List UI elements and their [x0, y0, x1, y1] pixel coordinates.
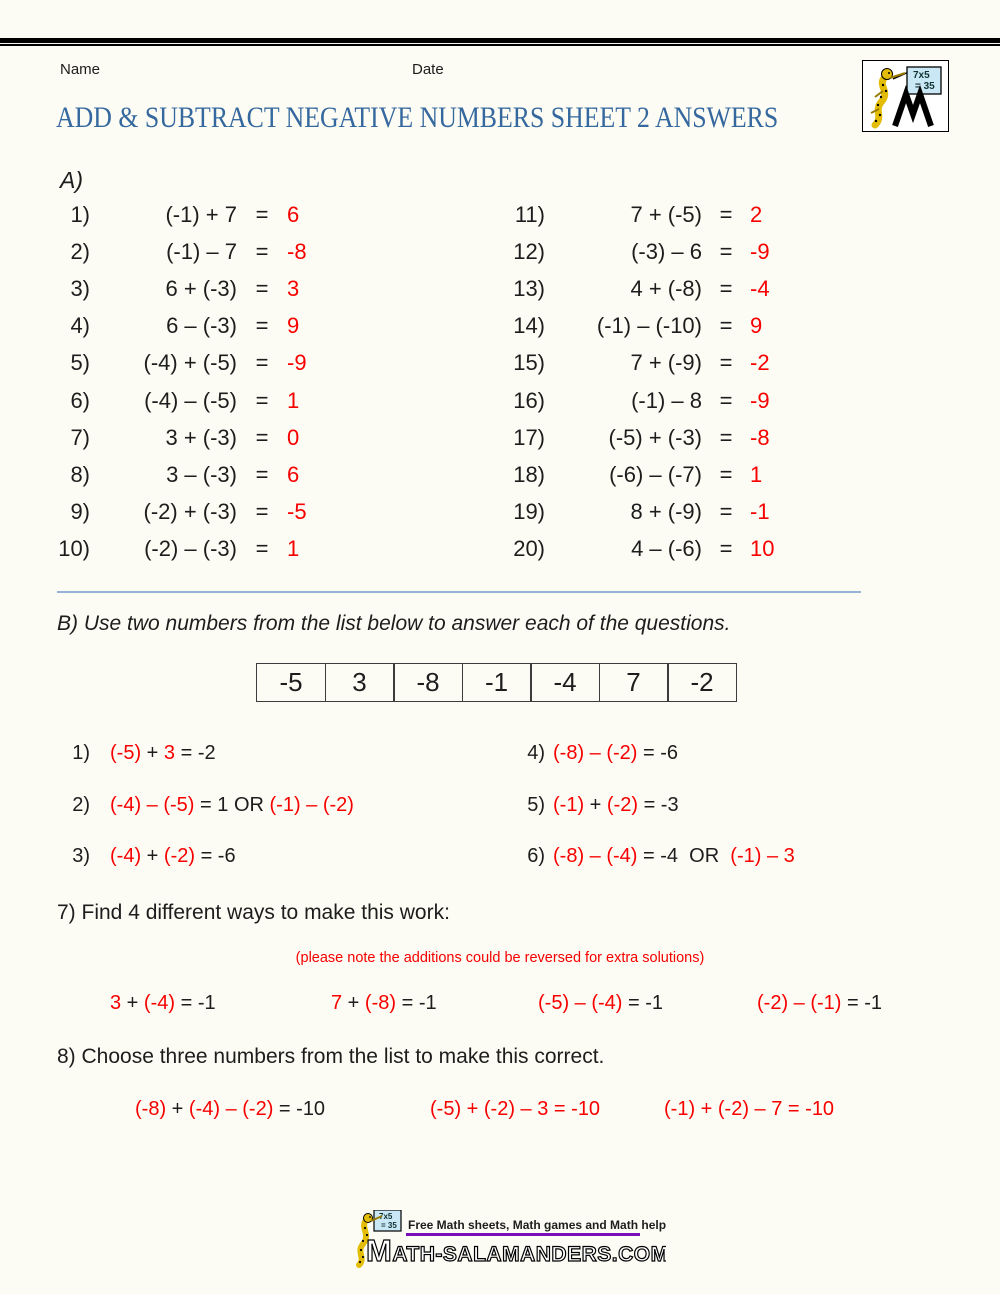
answer-expression	[331, 992, 437, 1015]
question-8-answers-row	[0, 1098, 1000, 1128]
answer-value: -2	[750, 350, 770, 376]
expression-fragment: = 1 OR	[194, 793, 270, 816]
problem-expression	[545, 742, 678, 765]
answer-expression	[538, 992, 663, 1015]
problem-expression: (-1) + 7	[165, 201, 237, 227]
answer-value: -9	[287, 350, 307, 376]
answer-fragment: (-1) – (-2)	[269, 793, 354, 816]
problem-expression	[90, 742, 216, 765]
problem-number: 5)	[70, 350, 90, 376]
number-list-cell: 3	[325, 663, 395, 702]
answer-expression	[135, 1098, 325, 1121]
problem-number: 10)	[58, 536, 90, 562]
problem-expression	[90, 794, 354, 817]
math-salamanders-logo	[862, 60, 949, 132]
expression-fragment: +	[166, 1098, 189, 1120]
answer-fragment: (-8)	[553, 742, 585, 765]
equals-sign: =	[255, 350, 269, 376]
equals-sign: =	[719, 387, 733, 413]
problem-number: 6)	[527, 845, 545, 868]
answer-fragment: (-4) – (-2)	[188, 1098, 274, 1120]
section-a-problem-row	[40, 494, 460, 531]
equals-sign: =	[255, 201, 269, 227]
problem-number: 17)	[513, 424, 545, 450]
problem-number: 1)	[70, 201, 90, 227]
answer-fragment: (-2)	[163, 845, 196, 868]
answer-fragment: 3	[163, 742, 176, 765]
equals-sign: =	[719, 350, 733, 376]
problem-number: 18)	[513, 461, 545, 487]
section-a-problem-row	[480, 494, 920, 531]
problem-number: 20)	[513, 536, 545, 562]
expression-fragment: = -6	[195, 845, 236, 868]
answer-fragment: (-8)	[553, 845, 585, 868]
section-a-problem-row	[40, 233, 460, 270]
equals-sign: =	[255, 536, 269, 562]
answer-value: 2	[750, 201, 763, 227]
problem-expression	[545, 845, 795, 868]
answer-value: 1	[287, 536, 300, 562]
answer-fragment: (-5)	[163, 793, 195, 816]
section-a-problem-row	[40, 345, 460, 382]
equals-sign: =	[255, 275, 269, 301]
problem-expression: 8 + (-9)	[630, 499, 702, 525]
section-b-problem-row	[480, 780, 980, 832]
answer-expression	[757, 992, 882, 1015]
answer-value: -8	[287, 238, 307, 264]
problem-expression: 4 – (-6)	[631, 536, 702, 562]
problem-number: 4)	[527, 742, 545, 765]
problem-expression: (-1) – (-10)	[596, 313, 702, 339]
answer-expression	[664, 1098, 834, 1121]
expression-fragment: = -10	[273, 1098, 326, 1120]
expression-fragment: = -2	[175, 742, 216, 765]
answer-fragment: (-5)	[110, 742, 142, 765]
expression-fragment: +	[141, 845, 164, 868]
equals-sign: =	[719, 536, 733, 562]
answer-value: 9	[287, 313, 300, 339]
problem-number: 11)	[514, 201, 545, 227]
answer-value: -9	[750, 387, 770, 413]
equals-sign: =	[719, 238, 733, 264]
answer-fragment: (-4)	[110, 793, 142, 816]
number-list-cell: -8	[393, 663, 463, 702]
easel-board-text-top: 7x5	[913, 70, 930, 81]
section-b-problem-row	[40, 831, 470, 883]
section-b-left-column	[40, 728, 470, 883]
answer-value: -1	[750, 499, 770, 525]
svg-text:MATH-SALAMANDERS.COM	[366, 1234, 666, 1268]
section-a-right-column	[480, 196, 920, 568]
expression-fragment: = -3	[638, 793, 679, 816]
equals-sign: =	[255, 387, 269, 413]
problem-expression: 6 + (-3)	[165, 275, 237, 301]
answer-fragment: (-4)	[143, 992, 176, 1014]
equals-sign: =	[719, 424, 733, 450]
problem-expression: (-2) – (-3)	[144, 536, 237, 562]
problem-expression: (-4) – (-5)	[144, 387, 237, 413]
problem-expression: (-5) + (-3)	[608, 424, 702, 450]
footer-wordmark-rest: ATH-SALAMANDERS.COM	[392, 1243, 666, 1266]
section-b-problem-row	[40, 728, 470, 780]
answer-value: -5	[287, 499, 307, 525]
question-7-note: (please note the additions could be reversed for extra solutions)	[295, 950, 705, 966]
answer-expression	[430, 1098, 600, 1121]
answer-expression	[110, 992, 216, 1015]
problem-number: 15)	[513, 350, 545, 376]
section-a-problem-row	[480, 233, 920, 270]
section-a-problem-row	[40, 419, 460, 456]
section-a-problem-row	[40, 531, 460, 568]
answer-value: 0	[287, 424, 300, 450]
expression-fragment: = -1	[175, 992, 216, 1014]
answer-value: -9	[750, 238, 770, 264]
answer-fragment: (-1) + (-2) – 7 = -10	[664, 1098, 835, 1120]
expression-fragment: = -1	[841, 992, 883, 1014]
answer-fragment: (-5) + (-2) – 3 = -10	[430, 1098, 601, 1120]
section-a-problem-row	[480, 270, 920, 307]
easel-legs-m-shape	[895, 94, 931, 126]
expression-fragment: = -4	[637, 845, 679, 868]
expression-fragment: OR	[678, 845, 731, 868]
problem-expression	[545, 794, 679, 817]
footer-wordmark-initial: M	[366, 1234, 393, 1268]
number-list-strip	[256, 663, 737, 702]
salamander-easel-icon	[863, 61, 948, 131]
section-a-problem-row	[40, 456, 460, 493]
problem-number: 1)	[72, 742, 90, 765]
question-8-heading: 8) Choose three numbers from the list to make this correct.	[57, 1045, 605, 1068]
equals-sign: =	[255, 238, 269, 264]
footer-board-text-top: 7x5	[379, 1212, 393, 1221]
section-a-problem-row	[40, 196, 460, 233]
section-a-problem-row	[40, 308, 460, 345]
problem-number: 2)	[70, 238, 90, 264]
number-list-cell: -4	[530, 663, 600, 702]
answer-fragment: (-1) – 3	[730, 845, 795, 868]
answer-value: -8	[750, 424, 770, 450]
problem-expression: 3 + (-3)	[165, 424, 237, 450]
answer-fragment: (-2)	[606, 793, 639, 816]
answer-value: -4	[750, 275, 770, 301]
expression-fragment: +	[342, 992, 365, 1014]
problem-number: 2)	[72, 793, 90, 816]
number-list-cell: -5	[256, 663, 326, 702]
problem-number: 14)	[513, 313, 545, 339]
expression-fragment: = -6	[637, 742, 679, 765]
problem-number: 9)	[70, 499, 90, 525]
problem-expression: (-1) – 7	[166, 238, 237, 264]
equals-sign: =	[255, 313, 269, 339]
section-a-problem-row	[480, 345, 920, 382]
problem-expression	[90, 845, 236, 868]
problem-number: 8)	[70, 461, 90, 487]
answer-value: 6	[287, 201, 300, 227]
answer-fragment: (-1)	[553, 793, 585, 816]
problem-expression: (-4) + (-5)	[143, 350, 237, 376]
name-label: Name	[60, 61, 101, 78]
section-b-instructions: B) Use two numbers from the list below to answer each of the questions.	[57, 612, 731, 635]
answer-fragment: 7	[331, 992, 343, 1014]
expression-fragment: +	[121, 992, 144, 1014]
number-list-cell: 7	[599, 663, 669, 702]
section-a-problem-row	[480, 419, 920, 456]
footer-board-text-bottom: = 35	[381, 1221, 397, 1230]
problem-number: 4)	[70, 313, 90, 339]
problem-number: 16)	[513, 387, 545, 413]
answer-value: 3	[287, 275, 300, 301]
section-a-problem-row	[480, 308, 920, 345]
problem-number: 3)	[72, 845, 90, 868]
section-a-problem-row	[480, 531, 920, 568]
section-a-left-column	[40, 196, 460, 568]
expression-fragment: = -1	[622, 992, 664, 1014]
answer-value: 10	[750, 536, 775, 562]
equals-sign: =	[719, 201, 733, 227]
section-b-problem-row	[40, 780, 470, 832]
expression-fragment: +	[584, 793, 607, 816]
equals-sign: =	[719, 275, 733, 301]
answer-fragment: –	[584, 742, 607, 765]
top-double-rule	[0, 38, 1000, 46]
question-7-answers-row	[0, 992, 1000, 1022]
answer-fragment: (-8)	[135, 1098, 167, 1120]
section-divider-line	[57, 591, 861, 593]
problem-expression: 7 + (-9)	[630, 350, 702, 376]
section-b-problem-row	[480, 728, 980, 780]
equals-sign: =	[255, 499, 269, 525]
problem-expression: 6 – (-3)	[166, 313, 237, 339]
answer-fragment: –	[584, 845, 607, 868]
answer-value: 1	[750, 461, 763, 487]
problem-expression: (-3) – 6	[631, 238, 702, 264]
expression-fragment: +	[141, 742, 164, 765]
expression-fragment: = -1	[396, 992, 437, 1014]
problem-expression: (-1) – 8	[631, 387, 702, 413]
easel-board-text-bottom: = 35	[915, 81, 935, 92]
footer-wordmark	[366, 1234, 666, 1268]
problem-number: 7)	[70, 424, 90, 450]
equals-sign: =	[255, 461, 269, 487]
equals-sign: =	[719, 461, 733, 487]
problem-expression: (-2) + (-3)	[143, 499, 237, 525]
section-b-problem-row	[480, 831, 980, 883]
answer-fragment: (-5) – (-4)	[538, 992, 623, 1014]
answer-fragment: (-2)	[606, 742, 638, 765]
problem-expression: 7 + (-5)	[630, 201, 702, 227]
answer-value: 1	[287, 387, 300, 413]
section-a-label: A)	[60, 167, 83, 193]
section-a-problem-row	[480, 456, 920, 493]
problem-number: 13)	[513, 275, 545, 301]
equals-sign: =	[719, 499, 733, 525]
number-list-cell: -1	[462, 663, 532, 702]
problem-number: 5)	[527, 793, 545, 816]
equals-sign: =	[255, 424, 269, 450]
question-7-heading: 7) Find 4 different ways to make this work:	[57, 901, 450, 924]
date-label: Date	[412, 61, 444, 78]
page-title: ADD & SUBTRACT NEGATIVE NUMBERS SHEET 2 ANSWERS	[56, 101, 779, 134]
section-a-problem-row	[480, 382, 920, 419]
footer-tagline: Free Math sheets, Math games and Math help	[408, 1218, 667, 1232]
problem-expression: (-6) – (-7)	[609, 461, 702, 487]
answer-value: 9	[750, 313, 763, 339]
section-a-problem-row	[40, 382, 460, 419]
problem-expression: 3 – (-3)	[166, 461, 237, 487]
answer-fragment: (-2) – (-1)	[757, 992, 842, 1014]
answer-fragment: (-4)	[110, 845, 142, 868]
answer-fragment: (-8)	[364, 992, 397, 1014]
section-b-right-column	[480, 728, 980, 883]
section-a-problem-row	[480, 196, 920, 233]
section-a-problem-row	[40, 270, 460, 307]
problem-expression: 4 + (-8)	[630, 275, 702, 301]
answer-fragment: 3	[110, 992, 122, 1014]
answer-fragment: –	[141, 793, 164, 816]
problem-number: 19)	[513, 499, 545, 525]
problem-number: 3)	[70, 275, 90, 301]
number-list-cell: -2	[667, 663, 737, 702]
answer-fragment: (-4)	[606, 845, 638, 868]
problem-number: 6)	[70, 387, 90, 413]
answer-value: 6	[287, 461, 300, 487]
equals-sign: =	[719, 313, 733, 339]
problem-number: 12)	[513, 238, 545, 264]
